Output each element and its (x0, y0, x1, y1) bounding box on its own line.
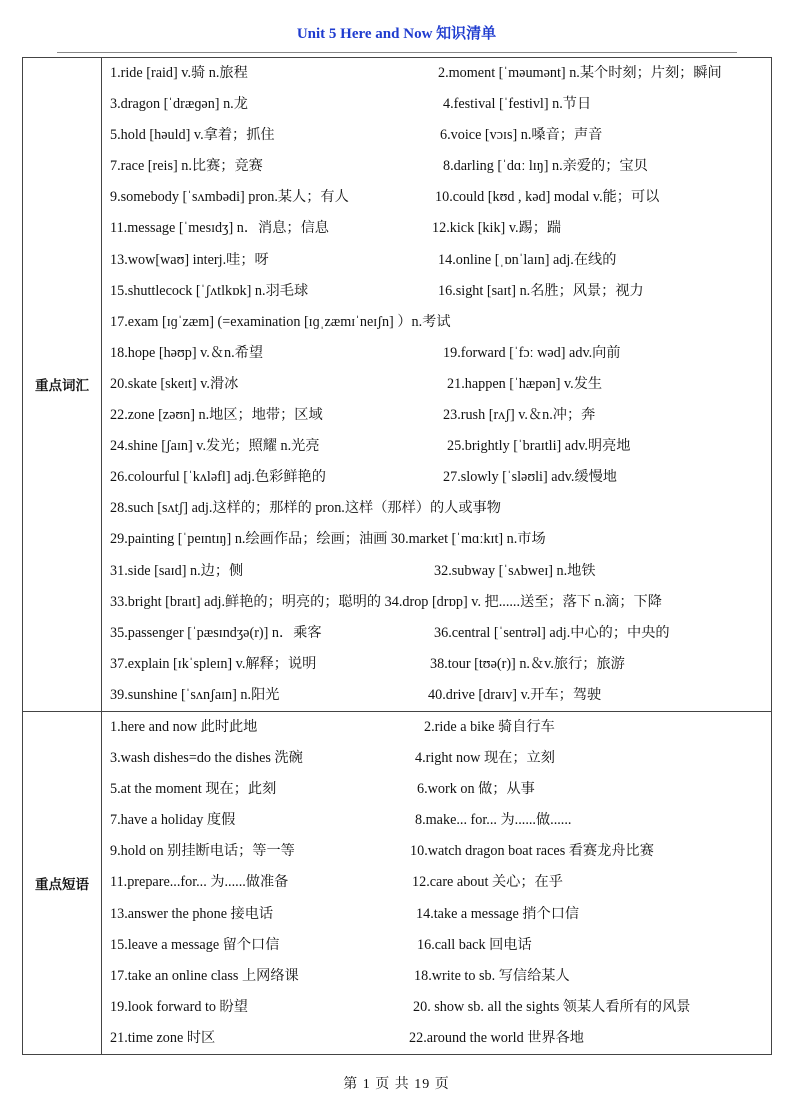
vocab-row (110, 587, 767, 618)
phrase-row (110, 899, 767, 930)
vocab-row-left: 15.shuttlecock [ˈʃʌtlkɒk] n.羽毛球 (110, 282, 309, 299)
phrase-row-left: 11.prepare...for... 为......做准备 (110, 874, 289, 891)
phrase-section (23, 711, 772, 1054)
phrase-row (110, 712, 767, 743)
vocab-row-left: 37.explain [ɪkˈspleɪn] v.解释；说明 (110, 655, 317, 672)
phrase-row-left: 1.here and now 此时此地 (110, 718, 258, 735)
vocab-section (23, 58, 772, 712)
vocab-row-right: 2.moment [ˈməumənt] n.某个时刻；片刻；瞬间 (438, 65, 722, 81)
phrase-row-right: 10.watch dragon boat races 看赛龙舟比赛 (410, 843, 654, 860)
vocab-row (110, 307, 767, 338)
vocab-row (110, 369, 767, 400)
vocab-row (110, 649, 767, 680)
vocab-row-right: 36.central [ˈsentrəl] adj.中心的；中央的 (434, 624, 670, 641)
phrase-list (102, 712, 771, 1054)
vocab-row (110, 431, 767, 462)
vocab-row-right: 40.drive [draɪv] v.开车；驾驶 (428, 686, 602, 703)
phrase-row-left: 5.at the moment 现在；此刻 (110, 781, 277, 798)
phrase-row-left: 13.answer the phone 接电话 (110, 905, 274, 922)
phrase-row-right: 4.right now 现在；立刻 (415, 750, 555, 767)
vocab-row-left: 13.wow[waʊ] interj.哇；呀 (110, 251, 269, 268)
vocab-row (110, 89, 767, 120)
phrase-row (110, 930, 767, 961)
vocab-row-left: 28.such [sʌtʃ] adj.这样的；那样的 pron.这样（那样）的人或事物 (110, 500, 501, 517)
phrase-row-left: 21.time zone 时区 (110, 1029, 216, 1046)
phrase-row-left: 7.have a holiday 度假 (110, 812, 236, 829)
vocab-row-left: 26.colourful [ˈkʌləfl] adj.色彩鲜艳的 (110, 469, 326, 486)
vocab-row (110, 400, 767, 431)
vocab-row (110, 151, 767, 182)
vocab-row-right: 38.tour [tʊə(r)] n.＆v.旅行；旅游 (430, 655, 625, 672)
vocab-row (110, 680, 767, 711)
phrase-category-label: 重点短语 (23, 711, 102, 1054)
vocab-row (110, 338, 767, 369)
phrase-row (110, 836, 767, 867)
phrase-row-right: 22.around the world 世界各地 (409, 1029, 584, 1046)
phrase-row-right: 12.care about 关心；在乎 (412, 874, 563, 891)
vocab-row-left: 29.painting [ˈpeɪntɪŋ] n.绘画作品；绘画；油画 30.market [ˈmɑːkɪt] n.市场 (110, 531, 546, 548)
vocab-row-right: 21.happen [ˈhæpən] v.发生 (447, 375, 603, 392)
vocab-row (110, 213, 767, 244)
phrase-row-right: 6.work on 做；从事 (417, 781, 535, 798)
phrase-row-left: 17.take an online class 上网络课 (110, 967, 299, 984)
vocab-row-right: 12.kick [kik] v.踢；踹 (432, 220, 562, 237)
phrase-row (110, 961, 767, 992)
vocab-row (110, 618, 767, 649)
phrase-row (110, 867, 767, 898)
phrase-row (110, 774, 767, 805)
phrase-row-right: 16.call back 回电话 (417, 936, 532, 953)
vocab-row-right: 16.sight [saɪt] n.名胜；风景；视力 (438, 282, 644, 299)
vocab-row (110, 120, 767, 151)
phrase-row-right: 20. show sb. all the sights 领某人看所有的风景 (413, 998, 691, 1015)
vocab-row-left: 39.sunshine [ˈsʌnʃaɪn] n.阳光 (110, 686, 280, 703)
page-title: Unit 5 Here and Now 知识清单 (296, 26, 497, 42)
phrase-row-right: 8.make... for... 为......做...... (415, 812, 572, 829)
vocab-list (102, 58, 771, 711)
phrase-row (110, 805, 767, 836)
phrase-row-left: 19.look forward to 盼望 (110, 998, 248, 1015)
phrase-row (110, 1023, 767, 1054)
vocab-row-right: 25.brightly [ˈbraɪtli] adv.明亮地 (447, 438, 631, 455)
vocab-row-right: 19.forward [ˈfɔː wəd] adv.向前 (443, 344, 621, 361)
phrase-row (110, 743, 767, 774)
vocab-row-right: 23.rush [rʌʃ] v.＆n.冲；奔 (443, 407, 596, 424)
vocab-row (110, 245, 767, 276)
vocab-row-left: 7.race [reis] n.比赛；竞赛 (110, 158, 263, 175)
vocab-row (110, 462, 767, 493)
vocab-row (110, 58, 767, 89)
knowledge-table (22, 57, 772, 1055)
page-footer: 第 1 页 共 19 页 (343, 1077, 450, 1092)
vocab-row-left: 1.ride [raid] v.骑 n.旅程 (110, 65, 248, 81)
phrase-row (110, 992, 767, 1023)
vocab-row-right: 8.darling [ˈdɑː lɪŋ] n.亲爱的；宝贝 (443, 158, 648, 175)
vocab-category-label: 重点词汇 (23, 58, 102, 712)
vocab-row (110, 556, 767, 587)
vocab-row-left: 35.passenger [ˈpæsɪndʒə(r)] n．乘客 (110, 624, 322, 641)
vocab-row (110, 493, 767, 524)
vocab-row (110, 524, 767, 555)
vocab-row-left: 11.message [ˈmesɪdʒ] n．消息；信息 (110, 220, 329, 237)
vocab-row-left: 17.exam [ɪɡˈzæm] (=examination [ɪɡˌzæmɪˈneɪʃn] ）n.考试 (110, 313, 451, 330)
phrase-row-left: 3.wash dishes=do the dishes 洗碗 (110, 750, 303, 767)
vocab-row-right: 6.voice [vɔɪs] n.嗓音；声音 (440, 127, 603, 144)
vocab-row-left: 5.hold [həuld] v.拿着；抓住 (110, 127, 275, 144)
vocab-row-left: 3.dragon [ˈdræɡən] n.龙 (110, 96, 248, 113)
vocab-row-left: 33.bright [braɪt] adj.鲜艳的；明亮的；聪明的 34.drop [drɒp] v. 把......送至；落下 n.滴；下降 (110, 593, 662, 610)
phrase-row-right: 14.take a message 捎个口信 (416, 905, 580, 922)
vocab-row-left: 22.zone [zəʊn] n.地区；地带；区域 (110, 407, 323, 424)
vocab-row-left: 20.skate [skeɪt] v.滑冰 (110, 375, 239, 392)
vocab-row-right: 27.slowly [ˈsləʊli] adv.缓慢地 (443, 469, 617, 486)
phrase-row-right: 2.ride a bike 骑自行车 (424, 718, 555, 735)
vocab-row-left: 9.somebody [ˈsʌmbədi] pron.某人；有人 (110, 189, 349, 206)
phrase-row-left: 9.hold on 别挂断电话；等一等 (110, 843, 295, 860)
vocab-row-left: 31.side [saɪd] n.边；侧 (110, 562, 244, 579)
phrase-row-right: 18.write to sb. 写信给某人 (414, 967, 570, 984)
title-divider (57, 52, 737, 53)
vocab-row-right: 14.online [ˌɒnˈlaɪn] adj.在线的 (438, 251, 617, 268)
vocab-row-right: 10.could [kʊd , kəd] modal v.能；可以 (435, 189, 660, 206)
vocab-row (110, 182, 767, 213)
vocab-row-left: 18.hope [həʊp] v.＆n.希望 (110, 344, 264, 361)
vocab-row-right: 4.festival [ˈfestivl] n.节日 (443, 96, 592, 113)
phrase-row-left: 15.leave a message 留个口信 (110, 936, 280, 953)
vocab-row (110, 276, 767, 307)
vocab-row-left: 24.shine [ʃaɪn] v.发光；照耀 n.光亮 (110, 438, 320, 455)
vocab-row-right: 32.subway [ˈsʌbweɪ] n.地铁 (434, 562, 596, 579)
